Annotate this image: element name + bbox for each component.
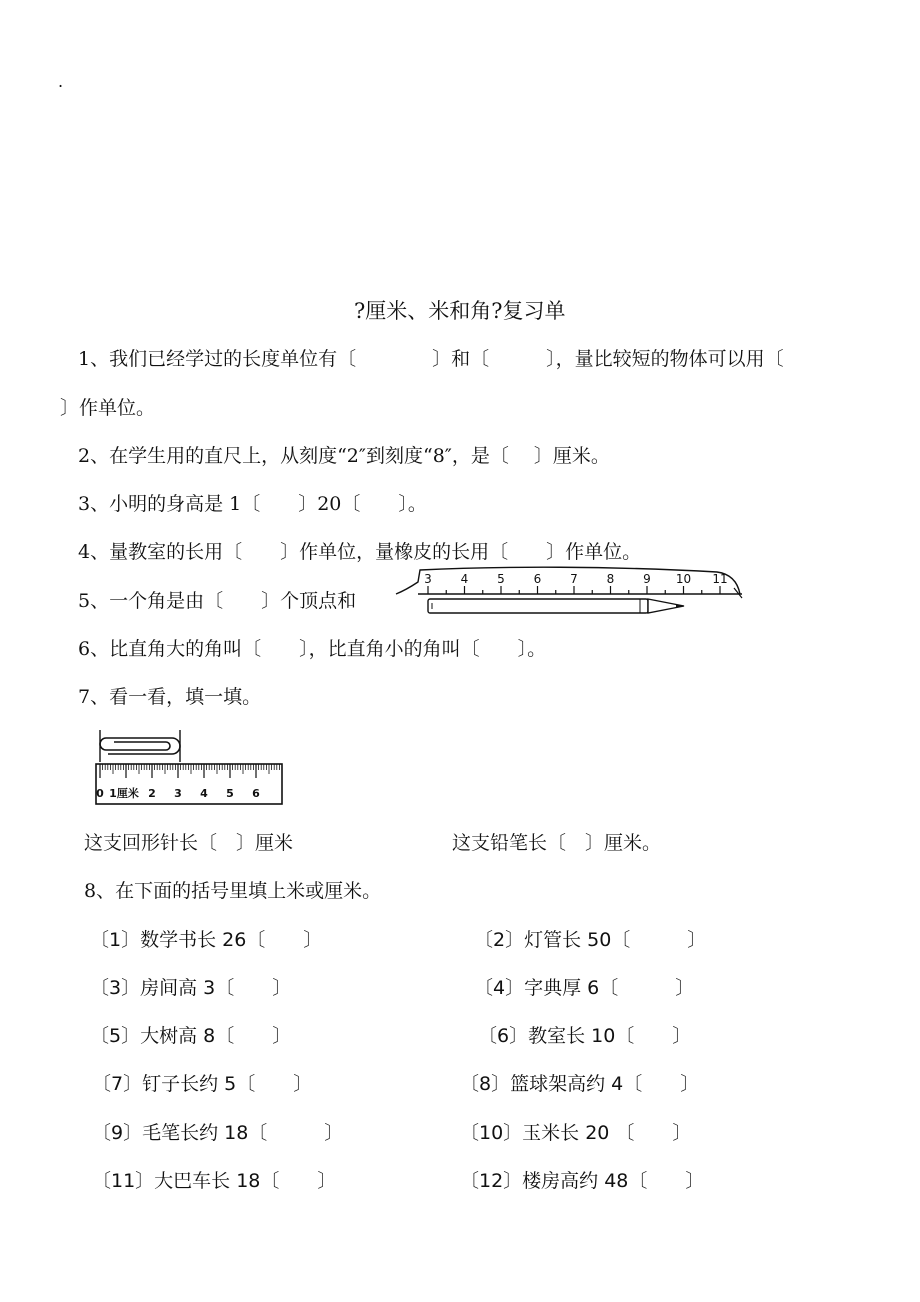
q8-item-10: 〔10〕玉米长 20 〔 〕 <box>460 1122 692 1144</box>
paperclip-icon <box>100 730 180 762</box>
question-4: 4、量教室的长用〔 〕作单位，量橡皮的长用〔 〕作单位。 <box>78 541 642 563</box>
ruler-label: 3 <box>424 572 432 586</box>
ruler-label: 2 <box>148 787 156 800</box>
pencil-ruler-figure <box>392 562 752 624</box>
question-7: 7、看一看，填一填。 <box>78 686 262 708</box>
ruler-label: 0 <box>96 787 104 800</box>
ruler-label: 7 <box>570 572 578 586</box>
q8-item-7: 〔7〕钉子长约 5〔 〕 <box>92 1073 313 1095</box>
question-1-line-2: 〕作单位。 <box>60 397 156 419</box>
ruler-label: 5 <box>226 787 234 800</box>
question-5: 5、一个角是由〔 〕个顶点和 <box>78 590 357 612</box>
question-6: 6、比直角大的角叫〔 〕，比直角小的角叫〔 〕。 <box>78 638 547 660</box>
q8-item-4: 〔4〕字典厚 6〔 〕 <box>474 977 695 999</box>
q8-item-12: 〔12〕楼房高约 48〔 〕 <box>460 1170 705 1192</box>
ruler-label: 5 <box>497 572 505 586</box>
question-3: 3、小明的身高是 1〔 〕20〔 〕。 <box>78 493 427 515</box>
question-1-line-1: 1、我们已经学过的长度单位有〔 〕和〔 〕，量比较短的物体可以用〔 <box>78 348 784 370</box>
q8-item-8: 〔8〕篮球架高约 4〔 〕 <box>460 1073 700 1095</box>
ruler-label: 10 <box>675 572 692 586</box>
ruler-label: 6 <box>533 572 542 586</box>
ruler-label: 3 <box>174 787 182 800</box>
paperclip-ruler-figure <box>94 728 290 810</box>
q8-item-6: 〔6〕教室长 10〔 〕 <box>478 1025 692 1047</box>
page-title: ?厘米、米和角?复习单 <box>354 299 566 323</box>
q8-item-1: 〔1〕数学书长 26〔 〕 <box>90 929 323 951</box>
ruler-label: 4 <box>200 787 208 800</box>
ruler-label: 9 <box>643 572 651 586</box>
q8-item-3: 〔3〕房间高 3〔 〕 <box>90 977 292 999</box>
ruler-label: 8 <box>606 572 615 586</box>
question-7-clip-answer: 这支回形针长〔 〕厘米 <box>84 832 294 854</box>
q8-item-11: 〔11〕大巴车长 18〔 〕 <box>92 1170 337 1192</box>
ruler-label: 1厘米 <box>109 787 139 800</box>
ruler-label: 6 <box>252 787 260 800</box>
question-2: 2、在学生用的直尺上，从刻度“2″到刻度“8″，是〔 〕厘米。 <box>78 445 610 467</box>
ruler-label: 11 <box>712 572 728 586</box>
question-7-pencil-answer: 这支铅笔长〔 〕厘米。 <box>452 832 662 854</box>
q8-item-9: 〔9〕毛笔长约 18〔 〕 <box>92 1122 344 1144</box>
corner-mark: . <box>58 72 64 91</box>
ruler-label: 4 <box>460 572 469 586</box>
pencil-icon <box>428 599 684 613</box>
q8-item-5: 〔5〕大树高 8〔 〕 <box>90 1025 292 1047</box>
question-8: 8、在下面的括号里填上米或厘米。 <box>84 880 382 902</box>
q8-item-2: 〔2〕灯管长 50〔 〕 <box>474 929 707 951</box>
